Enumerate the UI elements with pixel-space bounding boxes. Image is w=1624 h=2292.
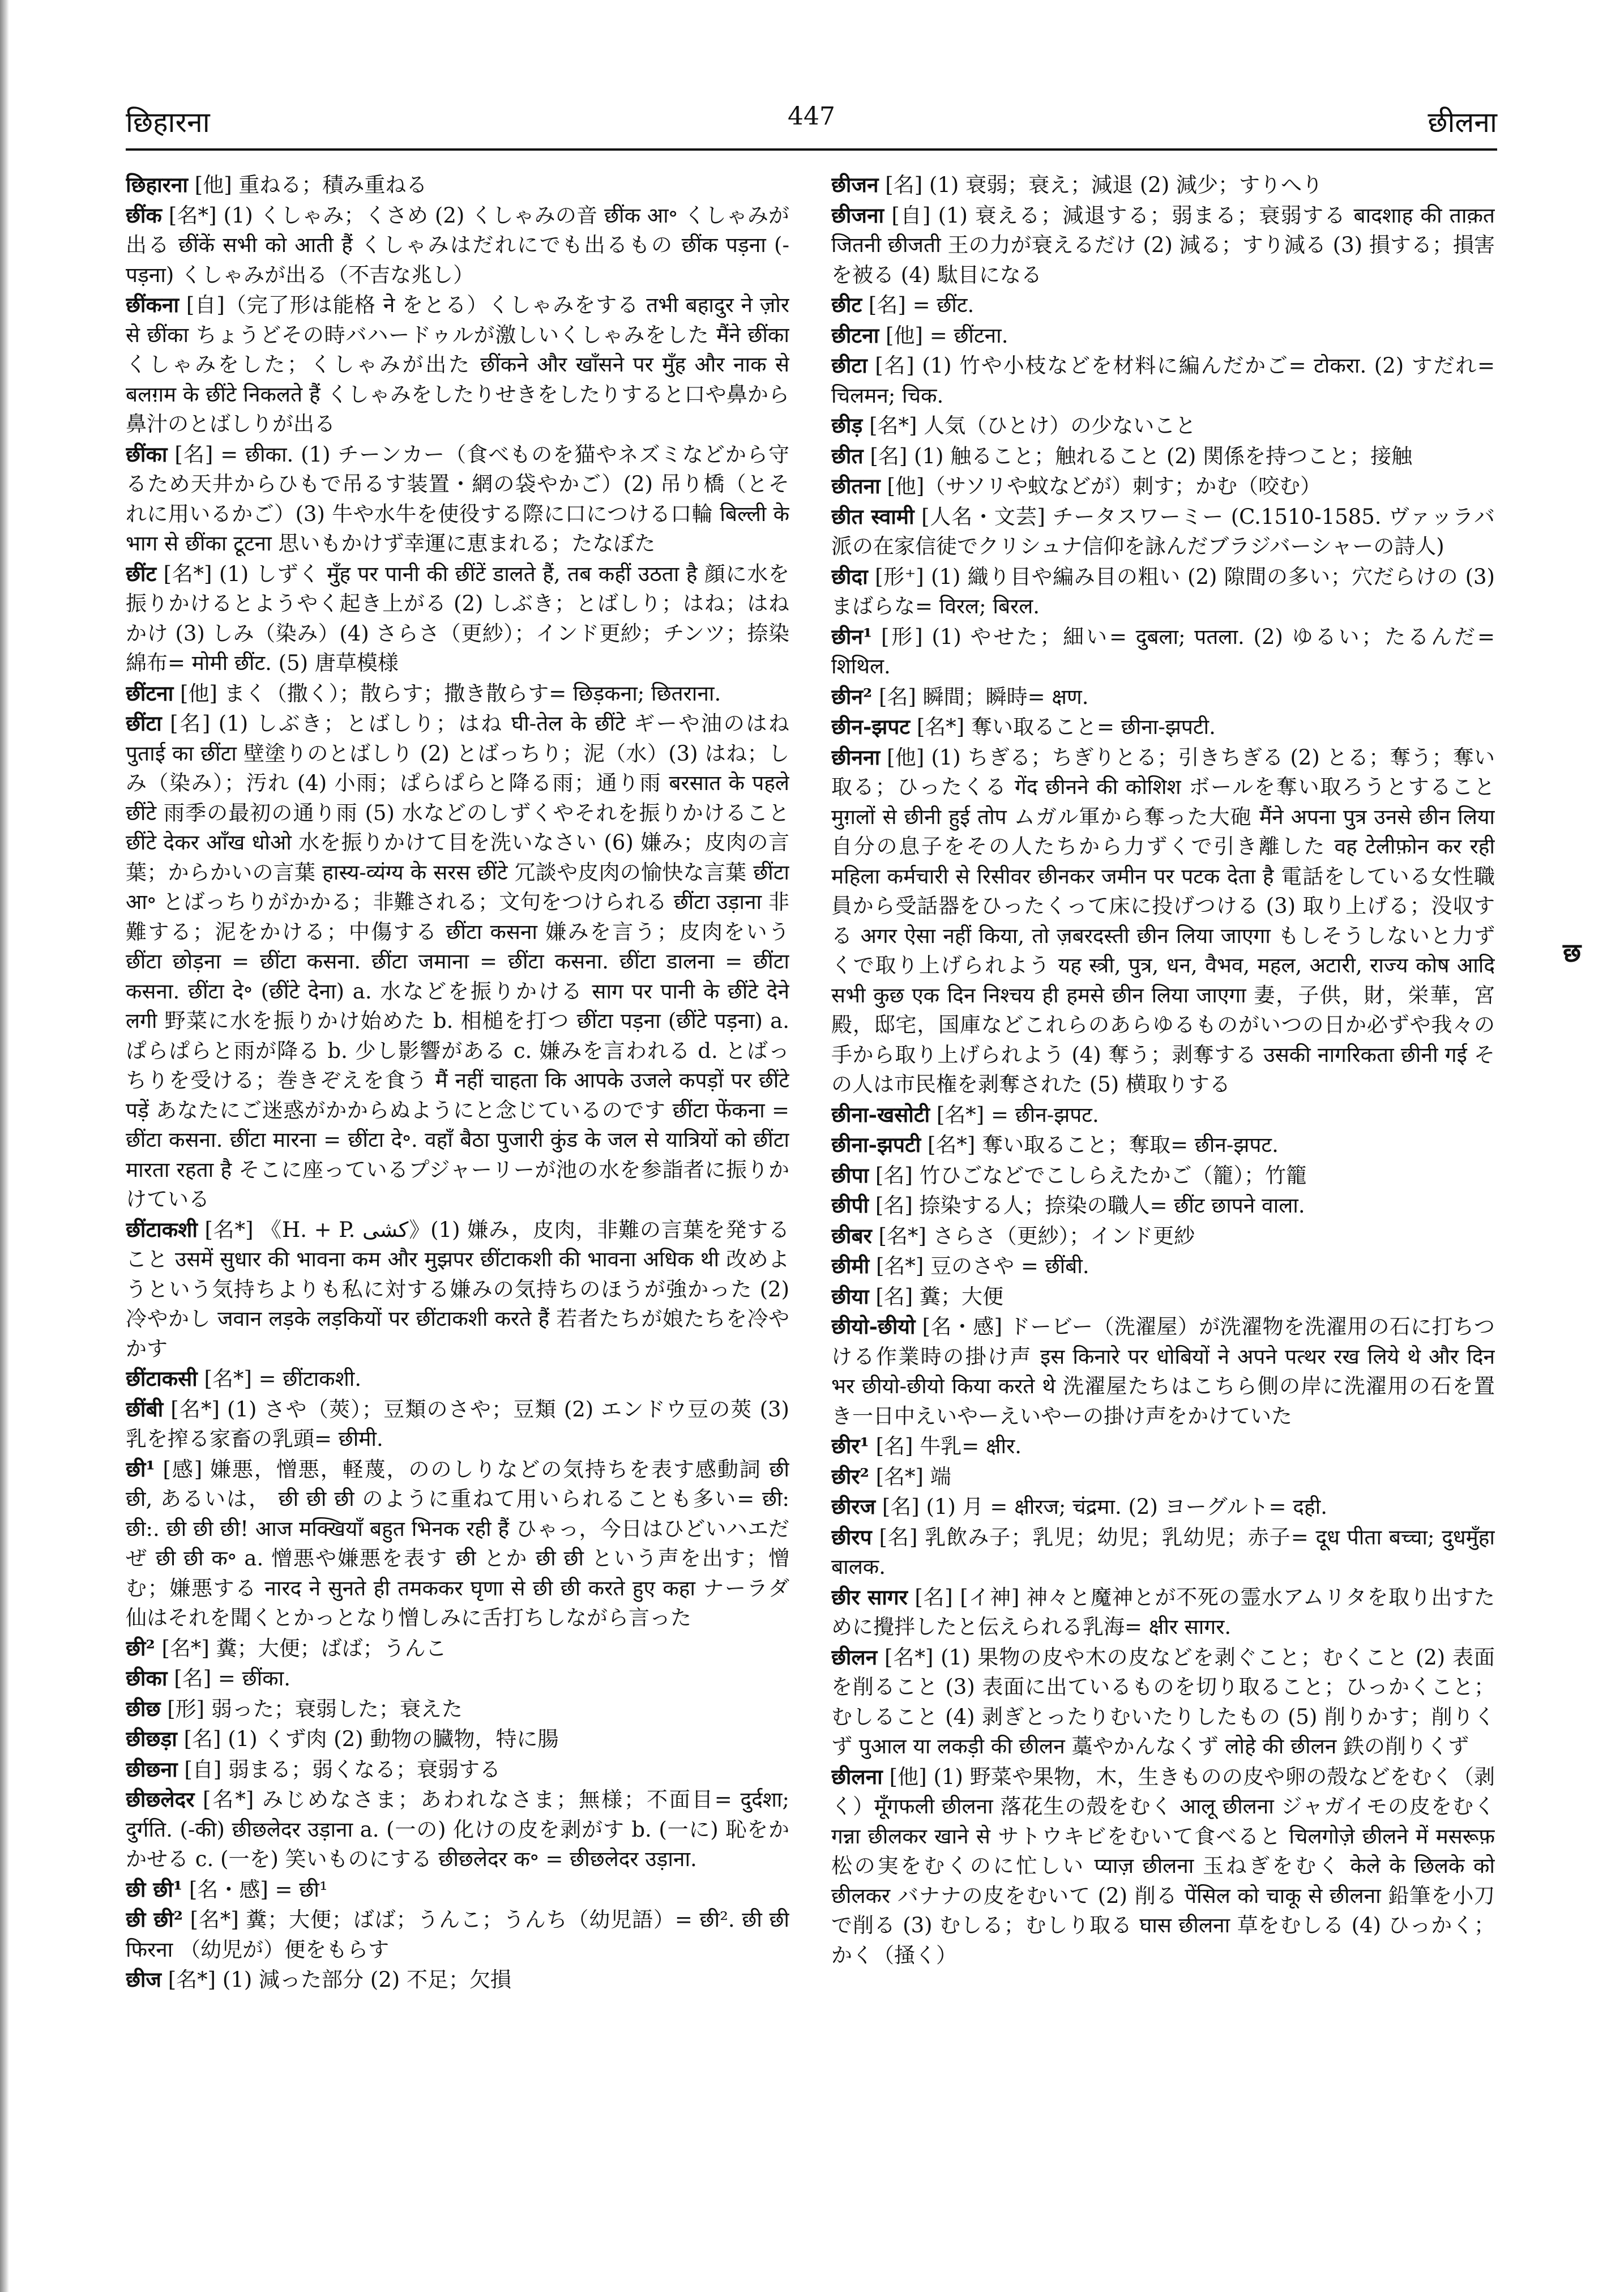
entry-definition: [形] 弱った；衰弱した；衰えた — [160, 1696, 463, 1721]
dictionary-entry — [126, 1663, 789, 1694]
entry-headword: छीड़ — [831, 413, 863, 438]
entry-headword: छीलन — [831, 1644, 878, 1670]
entry-headword: छीका — [126, 1666, 168, 1691]
dictionary-entry — [831, 1221, 1495, 1252]
header-rule — [126, 148, 1497, 151]
entry-definition: [人名・文芸] チータスワーミー (C.1510-1585. ヴァッラバ派の在家信徒でクリシュナ信仰を詠んだブラジバーシャーの詩人) — [831, 504, 1495, 558]
entry-definition: [他] 重ねる；積み重ねる — [188, 173, 428, 197]
entry-headword: छीटा — [831, 353, 867, 378]
entry-definition: [名*] 人気（ひとけ）の少ないこと — [862, 413, 1196, 438]
entry-headword: छीजन — [831, 172, 879, 197]
entry-definition: [感] 嫌悪，憎悪，軽蔑，ののしりなどの気持ちを表す感動詞 छी छी, あるいは， छी छी छी のように重ねて用いられることも多い= छी: छी:. छी छी छी! आज मक्खियाँ बहुत भिनक रही हैं ひゃっ，今日はひどいハエだぜ छी छी क॰ a. 憎悪や嫌悪を表す छी とか छी छी という声を出す；憎む；嫌悪する नारद ने सुनते ही तमककर घृणा से छी छी करते हुए कहा ナーラダ仙はそれを聞くとかっとなり憎しみに舌打ちしながら言った — [126, 1457, 789, 1630]
entry-definition: [名] (1) 衰弱；衰え；減退 (2) 減少；すりへり — [878, 173, 1323, 197]
dictionary-entry — [831, 712, 1495, 742]
entry-headword: छीन-झपट — [831, 714, 911, 739]
dictionary-entry — [831, 1312, 1495, 1431]
entry-definition: [名・感] = छी¹ — [182, 1877, 328, 1902]
left-column — [126, 170, 789, 2254]
entry-definition: [名] = छीका. (1) チーンカー（食べものを猫やネズミなどから守るため天井からひもで吊るす装置・網の袋やかご）(2) 吊り橋（とそれに用いるかご）(3) 牛や水牛を使役する際に口につける口輪 बिल्ली के भाग से छींका टूटना 思いもかけず幸運に恵まれる；たなぼた — [126, 442, 789, 556]
entry-definition: [形] (1) やせた；細い= दुबला; पतला. (2) ゆるい；たるんだ= शिथिल. — [831, 624, 1495, 678]
entry-headword: छीयो-छीयो — [831, 1314, 916, 1339]
entry-definition: [他] まく（撒く）；散らす；撒き散らす= छिड़कना; छितराना. — [173, 681, 721, 706]
entry-definition: [名*] = छींटाकशी. — [197, 1367, 362, 1391]
entry-definition: [名] 糞；大便 — [869, 1284, 1003, 1309]
dictionary-entry — [126, 200, 789, 291]
entry-headword: छीछ — [126, 1696, 161, 1721]
entry-definition: [名] (1) くず肉 (2) 動物の臓物，特に腸 — [177, 1727, 559, 1751]
entry-headword: छींबी — [126, 1396, 164, 1422]
entry-headword: छीपा — [831, 1162, 869, 1188]
dictionary-entry — [126, 1364, 789, 1394]
entry-definition: [自]（完了形は能格 ने をとる）くしゃみをする तभी बहादुर ने ज़ोर से छींका ちょうどその時バハードゥルが激しいくしゃみをした मैंने छींका くしゃみをした；くしゃみが出た छींकने और खाँसने पर मुँह और नाक से बलग़म के छींटे निकलते हैं くしゃみをしたりせきをしたりすると口や鼻から鼻汁のとばしりが出る — [126, 293, 789, 436]
entry-headword: छी¹ — [126, 1456, 155, 1482]
running-head-last-word: छीलना — [1428, 106, 1497, 139]
entry-definition: [名*] 《H. + P. کشی》(1) 嫌み，皮肉，非難の言葉を発すること उसमें सुधार की भावना कम और मुझपर छींटाकशी की भावना अधिक थी 改めようという気持ちよりも私に対する嫌みの気持ちのほうが強かった (2) 冷やかし जवान लड़के लड़कियों पर छींटाकशी करते हैं 若者たちが娘たちを冷やかす — [126, 1217, 789, 1361]
entry-headword: छी छी² — [126, 1907, 183, 1932]
entry-headword: छींटा — [126, 711, 162, 736]
entry-definition: [名] = छींका. — [167, 1666, 290, 1691]
dictionary-entry — [831, 1522, 1495, 1582]
entry-definition: [他] (1) 野菜や果物，木，生きものの皮や卵の殻などをむく（剥く）मूँगफली छीलना 落花生の殻をむく आलू छीलना ジャガイモの皮をむく गन्ना छीलकर खाने से サトウキビをむいて食べると चिलगोज़े छीलने में मसरूफ़ 松の実をむくのに忙しい प्याज़ छीलना 玉ねぎをむく केले के छिलके को छीलकर バナナの皮をむいて (2) 削る पेंसिल को चाकू से छीलना 鉛筆を小刀で削る (3) むしる；むしり取る घास छीलना 草をむしる (4) ひっかく；かく（掻く） — [831, 1764, 1495, 1967]
entry-definition: [名] (1) 触ること；触れること (2) 関係を持つこと；接触 — [863, 443, 1413, 468]
entry-definition: [名*] 端 — [869, 1464, 951, 1489]
entry-definition: [名*] 糞；大便；ばば；うんこ — [155, 1636, 447, 1661]
dictionary-entry — [126, 1965, 789, 1995]
dictionary-entry — [831, 622, 1495, 682]
dictionary-entry — [126, 1454, 789, 1633]
entry-headword: छीनना — [831, 744, 881, 770]
dictionary-entry — [831, 200, 1495, 291]
entry-headword: छींटना — [126, 680, 174, 706]
entry-definition: [名] (1) しぶき；とばしり；はね घी-तेल के छींटे ギーや油のはね पुताई का छींटा 壁塗りのとばしり (2) とばっちり；泥（水）(3) はね；しみ（染み）；汚れ (4) 小雨；ぱらぱらと降る雨；通り雨 बरसात के पहले छींटे 雨季の最初の通り雨 (5) 水などのしずくやそれを振りかけること छींटे देकर आँख धोओ 水を振りかけて目を洗いなさい (6) 嫌み；皮肉の言葉；からかいの言葉 हास्य-व्यंग्य के सरस छींटे 冗談や皮肉の愉快な言葉 छींटा आ॰ とばっちりがかかる；非難される；文句をつけられる छींटा उड़ाना 非難する；泥をかける；中傷する छींटा कसना 嫌みを言う；皮肉をいう छींटा छोड़ना = छींटा कसना. छींटा जमाना = छींटा कसना. छींटा डालना = छींटा कसना. छींटा दे॰ (छींटे देना) a. 水などを振りかける साग पर पानी के छींटे देने लगी 野菜に水を振りかけ始めた b. 相槌を打つ छींटा पड़ना (छींटे पड़ना) a. ぱらぱらと雨が降る b. 少し影響がある c. 嫌みを言われる d. とばっちりを受ける；巻きぞえを食う मैं नहीं चाहता कि आपके उजले कपड़ों पर छींटे पड़ें あなたにご迷惑がかからぬようにと念じているのです छींटा फेंकना = छींटा कसना. छींटा मारना = छींटा दे॰. वहाँ बैठा पुजारी कुंड के जल से यात्रियों को छींटा मारता रहता है そこに座っているプジャーリーが池の水を参詣者に振りかけている — [126, 711, 789, 1211]
entry-headword: छींटाकसी — [126, 1366, 198, 1391]
entry-headword: छीरज — [831, 1494, 876, 1519]
entry-definition: [名] = छींट. — [862, 293, 975, 317]
entry-headword: छीछना — [126, 1756, 178, 1782]
entry-definition: [名*] (1) 果物の皮や木の皮などを剥ぐこと；むくこと (2) 表面を削ること (3) 表面に出ているものを切り取ること；ひっかくこと；むしること (4) 剥ぎとったりむいたりしたもの (5) 削りかす；削りくず पुआल या लकड़ी की छीलन 藁やかんなくず लोहे की छीलन 鉄の削りくず — [831, 1645, 1495, 1759]
dictionary-entry — [831, 1100, 1495, 1130]
entry-definition: [他]（サソリや蚊などが）刺す；かむ（咬む） — [880, 474, 1322, 498]
dictionary-entry — [831, 1492, 1495, 1522]
page-binding-edge — [0, 0, 9, 2292]
entry-headword: छीत — [831, 443, 864, 468]
dictionary-entry — [126, 1785, 789, 1875]
entry-headword: छीर¹ — [831, 1433, 869, 1458]
entry-definition: [自] (1) 衰える；減退する；弱まる；衰弱する बादशाह की ताक़त जितनी छीजती 王の力が衰えるだけ (2) 減る；すり減る (3) 損する；損害を被る (4) 駄目になる — [831, 203, 1495, 287]
entry-definition: [名*] (1) さや（莢）；豆類のさや；豆類 (2) エンドウ豆の莢 (3) 乳を搾る家畜の乳頭= छीमी. — [126, 1397, 789, 1451]
entry-headword: छीपी — [831, 1193, 869, 1218]
dictionary-entry — [831, 1282, 1495, 1312]
entry-headword: छींटाकशी — [126, 1217, 198, 1242]
entry-headword: छीना-झपटी — [831, 1132, 921, 1157]
dictionary-entry — [126, 1755, 789, 1785]
entry-definition: [名] 竹ひごなどでこしらえたかご（籠）；竹籠 — [869, 1163, 1307, 1188]
entry-headword: छीमी — [831, 1253, 870, 1278]
entry-definition: [名*] みじめなさま；あわれなさま；無様；不面目= दुर्दशा; दुर्गति. (-की) छीछलेदर उड़ाना a. (一の) 化けの皮を剥がす b. (一に) 恥をかかせる c. (一を) 笑いものにする छीछलेदर क॰ = छीछलेदर उड़ाना. — [126, 1787, 789, 1871]
entry-definition: [名] 捺染する人；捺染の職人= छींट छापने वाला. — [869, 1193, 1305, 1218]
dictionary-entry — [831, 742, 1495, 1100]
entry-definition: [名*] (1) 減った部分 (2) 不足；欠損 — [161, 1967, 511, 1992]
page-number: 447 — [788, 102, 835, 131]
entry-headword: छीट — [831, 292, 862, 317]
entry-headword: छीन¹ — [831, 624, 873, 649]
entry-definition: [名*] (1) しずく मुँह पर पानी की छींटें डालते हैं, तब कहीं उठता है 顔に水を振りかけるとようやく起き上がる (2) しぶき；とばしり；はね；はねかけ (3) しみ（染み）(4) さらさ（更紗）；インド更紗；チンツ；捺染綿布= मोमी छींट. (5) 唐草模様 — [126, 561, 789, 675]
entry-definition: [名] 乳飲み子；乳児；幼児；乳幼児；赤子= दूध पीता बच्चा; दुधमुँहा बालक. — [831, 1525, 1495, 1579]
dictionary-entry — [126, 1215, 789, 1364]
entry-definition: [名*] (1) くしゃみ；くさめ (2) くしゃみの音 छींक आ॰ くしゃみが出る छींकें सभी को आती हैं くしゃみはだれにでも出るもの छींक पड़ना (-पड़ना) くしゃみが出る（不吉な兆し） — [126, 203, 789, 287]
dictionary-entry — [831, 1462, 1495, 1492]
entry-headword: छिहारना — [126, 172, 189, 197]
entry-definition: [名] 瞬間；瞬時= क्षण. — [872, 684, 1089, 709]
entry-headword: छीछड़ा — [126, 1726, 177, 1751]
entry-headword: छीबर — [831, 1223, 872, 1248]
entry-definition: [名*] 奪い取ること；奪取= छीन-झपट. — [921, 1133, 1279, 1157]
dictionary-entry — [126, 1724, 789, 1755]
dictionary-entry — [831, 411, 1495, 441]
page-header — [126, 96, 1497, 147]
dictionary-entry — [126, 1694, 789, 1725]
dictionary-entry — [126, 290, 789, 439]
entry-definition: [名*] 糞；大便；ばば；うんこ；うんち（幼児語）= छी². छी छी फिरना （幼児が）便をもらす — [126, 1907, 789, 1962]
entry-definition: [名・感] ドービー（洗濯屋）が洗濯物を洗濯用の石に打ちつける作業時の掛け声 इस किनारे पर धोबियों ने अपने पत्थर रख लिये थे और दिन भर छीयो-छीयो किया करते थे 洗濯屋たちはこちら側の岸に洗濯用の石を置き一日中えいやーえいやーの掛け声をかけていた — [831, 1314, 1495, 1428]
entry-definition: [自] 弱まる；弱くなる；衰弱する — [177, 1757, 501, 1782]
right-column — [831, 170, 1495, 2254]
entry-headword: छींकना — [126, 292, 180, 317]
entry-headword: छींका — [126, 441, 168, 467]
entry-headword: छीरप — [831, 1524, 872, 1550]
entry-headword: छीत स्वामी — [831, 503, 914, 529]
dictionary-entry — [831, 441, 1495, 472]
entry-headword: छीटना — [831, 322, 879, 348]
entry-definition: [他] = छींटना. — [879, 323, 1008, 348]
running-head-first-word: छिहारना — [126, 106, 210, 139]
entry-headword: छींक — [126, 202, 162, 228]
dictionary-entry — [831, 682, 1495, 712]
dictionary-entry — [831, 562, 1495, 622]
dictionary-entry — [126, 1905, 789, 1965]
entry-headword: छीज — [126, 1967, 161, 1992]
entry-definition: [名] [イ神] 神々と魔神とが不死の霊水アムリタを取り出すために攪拌したと伝えられる乳海= क्षीर सागर. — [831, 1585, 1495, 1639]
entry-headword: छींट — [126, 561, 157, 586]
entry-headword: छीर² — [831, 1463, 869, 1489]
dictionary-entry — [831, 1642, 1495, 1762]
entry-headword: छीलना — [831, 1764, 883, 1789]
dictionary-entry — [831, 290, 1495, 321]
entry-definition: [名*] 奪い取ること= छीना-झपटी. — [910, 715, 1216, 739]
entry-headword: छीदा — [831, 564, 868, 589]
dictionary-entry — [831, 471, 1495, 502]
entry-definition: [名*] 豆のさや = छींबी. — [869, 1254, 1089, 1278]
dictionary-entry — [831, 170, 1495, 200]
dictionary-entry — [126, 708, 789, 1215]
dictionary-entry — [831, 502, 1495, 562]
entry-headword: छीया — [831, 1283, 869, 1309]
dictionary-entry — [831, 1130, 1495, 1160]
dictionary-entry — [831, 351, 1495, 411]
entry-headword: छीर सागर — [831, 1584, 908, 1610]
dictionary-entry — [126, 1875, 789, 1905]
entry-headword: छीछलेदर — [126, 1787, 195, 1812]
entry-headword: छीतना — [831, 473, 881, 498]
entry-definition: [他] (1) ちぎる；ちぎりとる；引きちぎる (2) とる；奪う；奪い取る；ひったくる गेंद छीनने की कोशिश ボールを奪い取ろうとすること मुग़लों से छीनी हुई तोप ムガル軍から奪った大砲 मैंने अपना पुत्र उनसे छीन लिया 自分の息子をその人たちから力ずくで引き離した वह टेलीफ़ोन कर रही महिला कर्मचारी से रिसीवर छीनकर जमीन पर पटक देता है 電話をしている女性職員から受話器をひったくって床に投げつける (3) 取り上げる；没収する अगर ऐसा नहीं किया, तो ज़बरदस्ती छीन लिया जाएगा もしそうしないと力ずくで取り上げられよう यह स्त्री, पुत्र, धन, वैभव, महल, अटारी, राज्य कोष आदि सभी कुछ एक दिन निश्चय ही हमसे छीन लिया जाएगा 妻，子供，財，栄華，宮殿，邸宅，国庫などこれらのあらゆるものがいつの日か必ずや我々の手から取り上げられよう (4) 奪う；剥奪する उसकी नागरिकता छीनी गई その人は市民権を剥奪された (5) 横取りする — [831, 745, 1495, 1096]
entry-headword: छी² — [126, 1635, 155, 1661]
entry-headword: छीजना — [831, 202, 884, 228]
dictionary-entry — [831, 1160, 1495, 1191]
entry-definition: [名*] = छीन-झपट. — [930, 1102, 1099, 1127]
entry-definition: [名*] さらさ（更紗）；インド更紗 — [871, 1223, 1195, 1248]
entry-definition: [名] 牛乳= क्षीर. — [869, 1434, 1022, 1458]
thumb-index-letter: छ — [1563, 937, 1582, 968]
entry-headword: छीन² — [831, 684, 873, 709]
dictionary-entry — [831, 1190, 1495, 1221]
entry-definition: [名] (1) 月 = क्षीरज; चंद्रमा. (2) ヨーグルト= दही. — [875, 1495, 1327, 1519]
dictionary-entry — [831, 321, 1495, 351]
dictionary-entry — [831, 1251, 1495, 1282]
dictionary-entry — [126, 1394, 789, 1454]
entry-headword: छी छी¹ — [126, 1876, 183, 1902]
entry-definition: [形⁺] (1) 織り目や編み目の粗い (2) 隙間の多い；穴だらけの (3) まばらな= विरल; बिरल. — [831, 564, 1495, 618]
dictionary-entry — [126, 678, 789, 709]
dictionary-entry — [126, 439, 789, 559]
dictionary-entry — [831, 1431, 1495, 1462]
dictionary-entry — [126, 170, 789, 200]
entry-headword: छीना-खसोटी — [831, 1102, 930, 1127]
entry-definition: [名] (1) 竹や小枝などを材料に編んだかご= टोकरा. (2) すだれ= चिलमन; चिक. — [831, 353, 1495, 408]
dictionary-entry — [831, 1582, 1495, 1642]
dictionary-entry — [831, 1762, 1495, 1971]
dictionary-entry — [126, 559, 789, 678]
dictionary-entry — [126, 1633, 789, 1664]
